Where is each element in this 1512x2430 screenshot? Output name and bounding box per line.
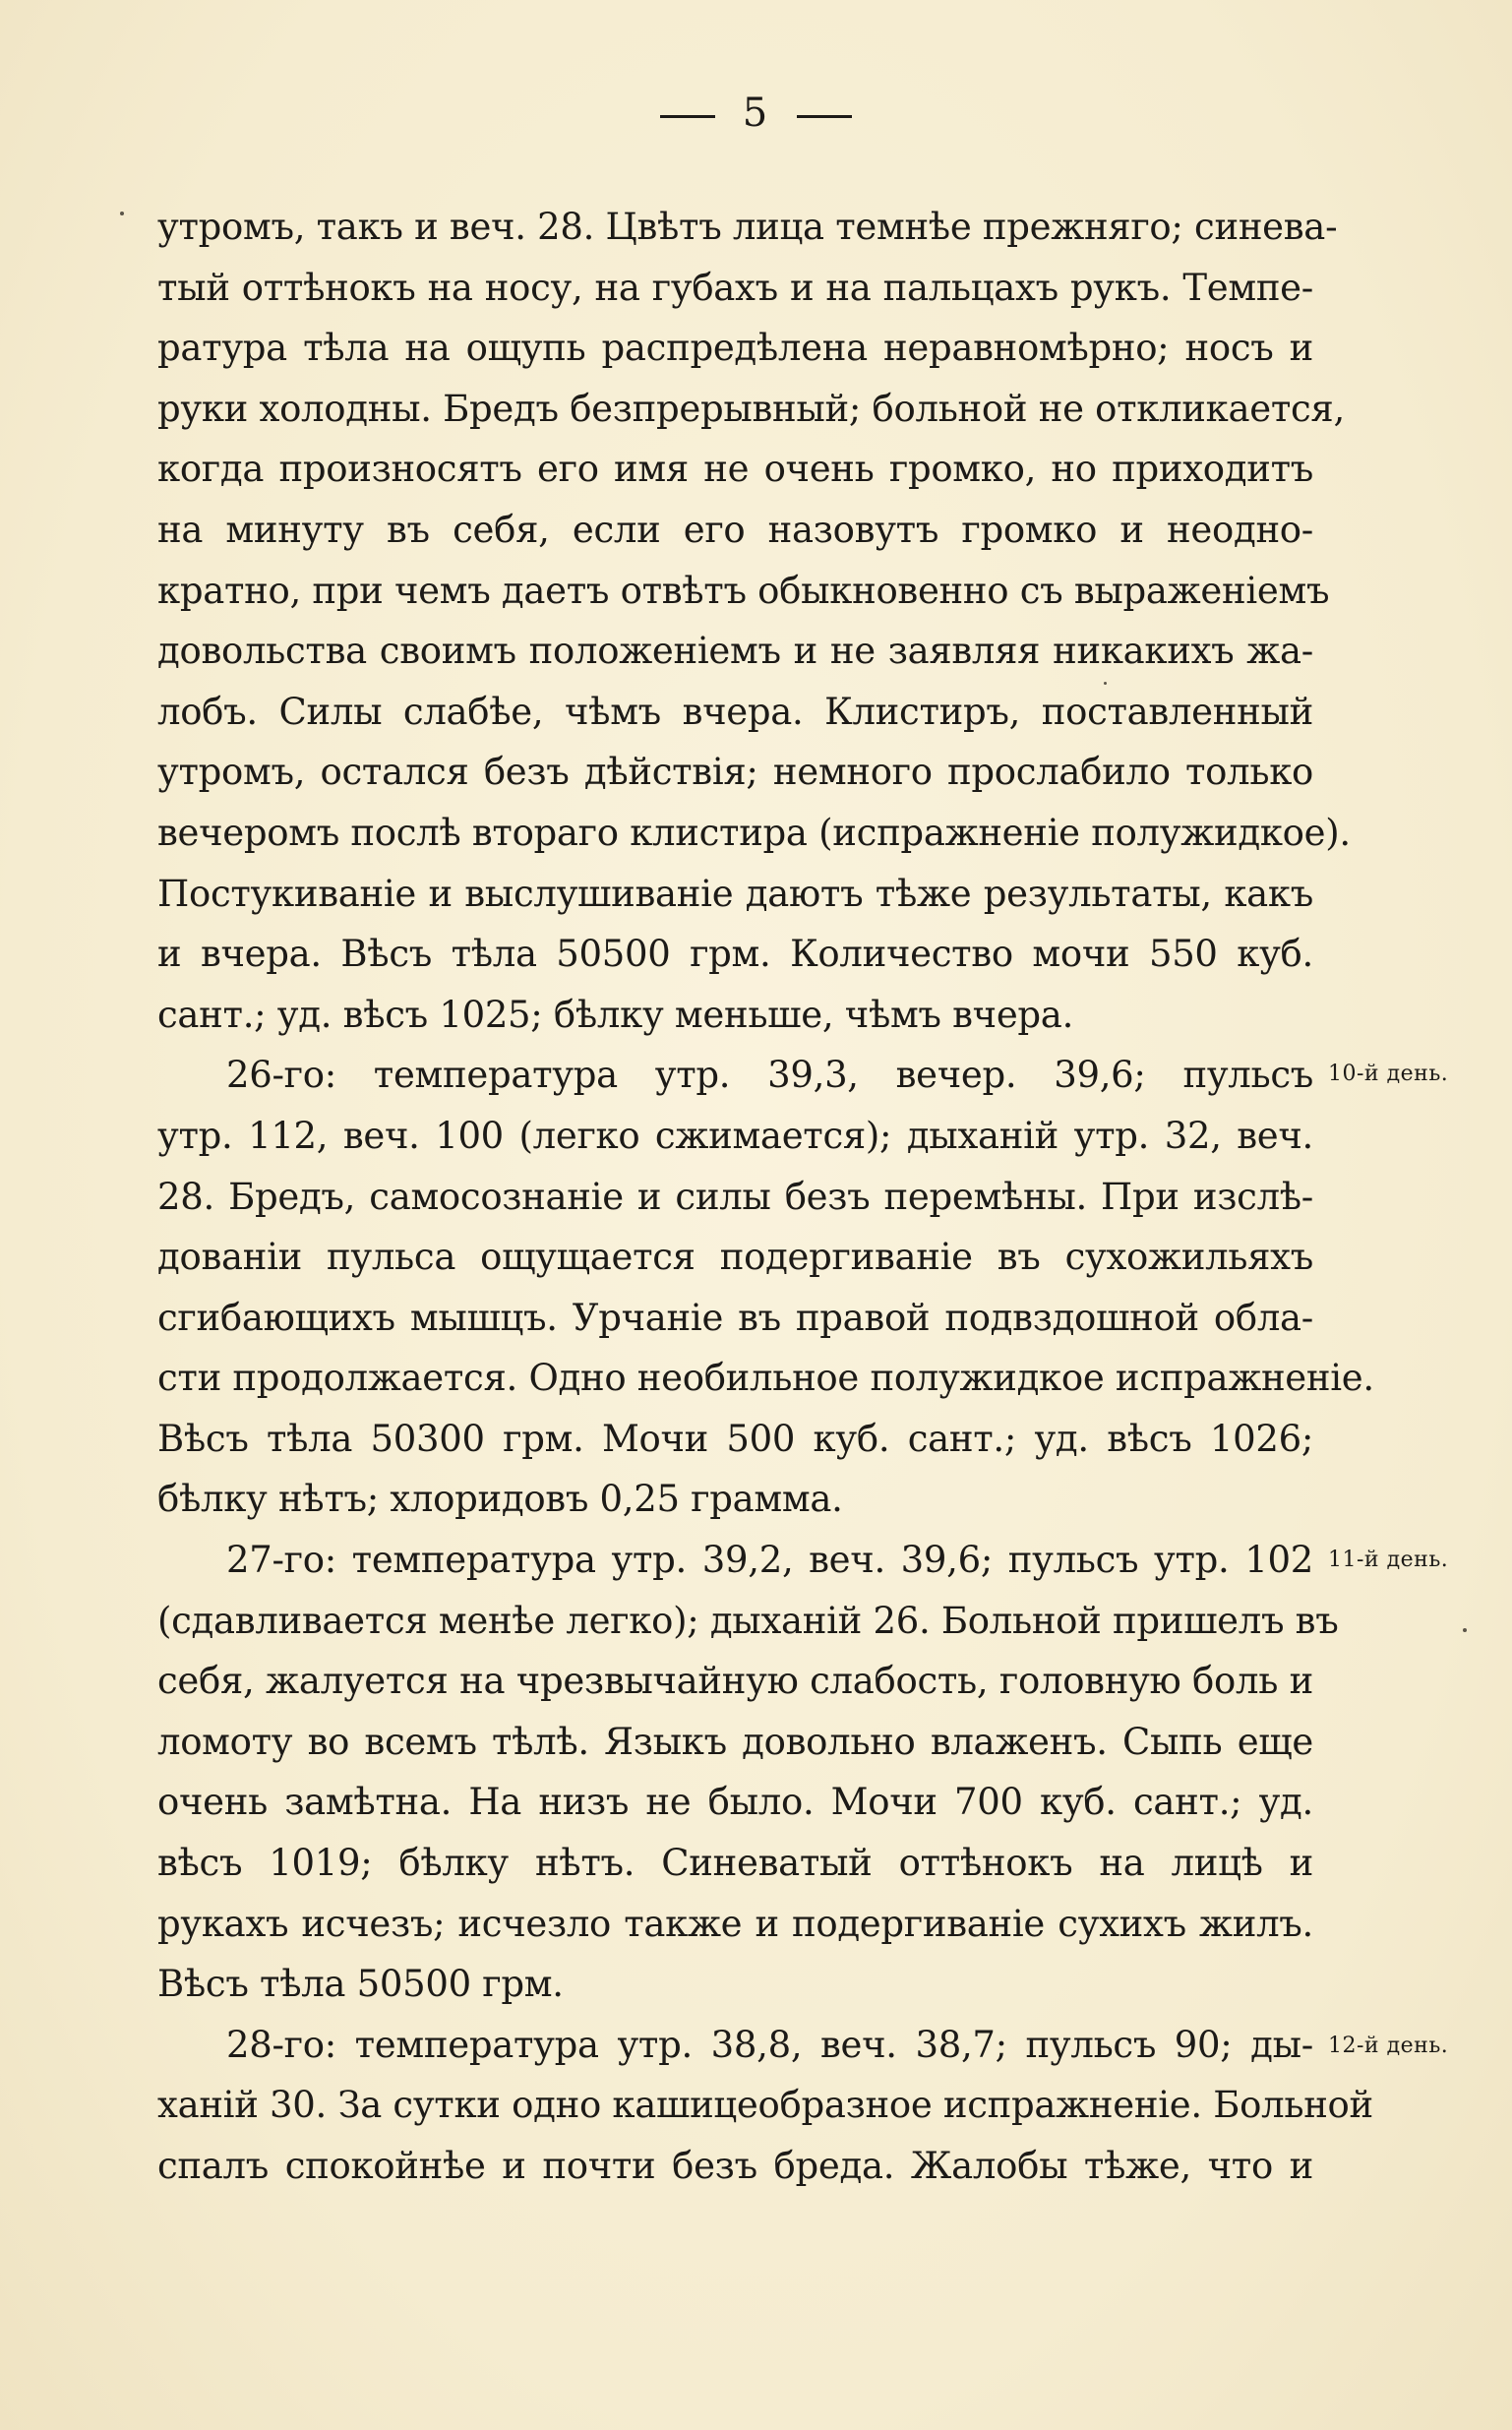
text-line: и вчера. Вѣсъ тѣла 50500 грм. Количество мочи 550 куб. [157,933,1313,976]
dash-right [797,115,852,118]
text-line: сант.; уд. вѣсъ 1025; бѣлку меньше, чѣмъ вчера. [157,993,1074,1036]
body-text [157,197,1374,2197]
page-number-value: 5 [742,91,770,136]
text-line: довольства своимъ положеніемъ и не заявляя никакихъ жа- [157,630,1313,673]
text-line: очень замѣтна. На низъ не было. Мочи 700 куб. сант.; уд. [157,1781,1313,1824]
text-line: тый оттѣнокъ на носу, на губахъ и на пальцахъ рукъ. Темпе- [157,266,1313,309]
dash-left [660,115,715,118]
text-line: сгибающихъ мышцъ. Урчаніе въ правой подвздошной обла- [157,1296,1313,1339]
margin-note-day-10: 10-й день. [1328,1062,1449,1086]
paragraph-start-line: 28-го: температура утр. 38,8, веч. 38,7; пульсъ 90; ды- [226,2023,1313,2066]
text-line: утр. 112, веч. 100 (легко сжимается); дыханій утр. 32, веч. [157,1114,1313,1157]
text-line: вѣсъ 1019; бѣлку нѣтъ. Синеватый оттѣнокъ на лицѣ и [157,1842,1313,1885]
text-line: ханій 30. За сутки одно кашицеобразное испражненіе. Больной [157,2084,1373,2127]
text-line: ратура тѣла на ощупь распредѣлена неравномѣрно; носъ и [157,327,1313,370]
text-line: утромъ, остался безъ дѣйствія; немного прослабило только [157,751,1313,794]
text-line: бѣлку нѣтъ; хлоридовъ 0,25 грамма. [157,1478,843,1521]
text-line: спалъ спокойнѣе и почти безъ бреда. Жалобы тѣже, что и [157,2145,1313,2187]
text-line: (сдавливается менѣе легко); дыханій 26. Больной пришелъ въ [157,1599,1339,1642]
text-line: руки холодны. Бредъ безпрерывный; больной не откликается, [157,387,1345,430]
paragraph-start-line: 26-го: температура утр. 39,3, вечер. 39,6; пульсъ [226,1054,1313,1097]
text-line: утромъ, такъ и веч. 28. Цвѣтъ лица темнѣе прежняго; синева- [157,206,1338,248]
text-line: рукахъ исчезъ; исчезло также и подергиваніе сухихъ жилъ. [157,1902,1313,1945]
paragraph-start-line: 27-го: температура утр. 39,2, веч. 39,6; пульсъ утр. 102 [226,1539,1313,1582]
text-line: дованіи пульса ощущается подергиваніе въ сухожильяхъ [157,1236,1313,1279]
text-line: Вѣсъ тѣла 50300 грм. Мочи 500 куб. сант.; уд. вѣсъ 1026; [157,1417,1313,1460]
text-line: лобъ. Силы слабѣе, чѣмъ вчера. Клистиръ, поставленный [157,690,1313,733]
text-line: 28. Бредъ, самосознаніе и силы безъ перемѣны. При изслѣ- [157,1175,1313,1218]
text-line: себя, жалуется на чрезвычайную слабость, головную боль и [157,1660,1313,1703]
page-number [0,91,1512,136]
text-line: сти продолжается. Одно необильное полужидкое испражненіе. [157,1357,1374,1400]
margin-note-day-11: 11-й день. [1328,1548,1449,1572]
text-line: кратно, при чемъ даетъ отвѣтъ обыкновенно съ выраженіемъ [157,569,1330,612]
paper-speck [1104,682,1107,685]
paper-speck [1463,1628,1467,1632]
text-line: когда произносятъ его имя не очень громко, но приходитъ [157,448,1313,491]
text-line: Вѣсъ тѣла 50500 грм. [157,1963,564,2006]
text-line: вечеромъ послѣ втораго клистира (испражненіе полужидкое). [157,811,1351,854]
paper-speck [120,212,124,215]
margin-note-day-12: 12-й день. [1328,2034,1449,2058]
text-line: Постукиваніе и выслушиваніе даютъ тѣже результаты, какъ [157,872,1313,915]
text-line: на минуту въ себя, если его назовутъ громко и неодно- [157,508,1313,551]
text-line: ломоту во всемъ тѣлѣ. Языкъ довольно влаженъ. Сыпь еще [157,1720,1313,1763]
